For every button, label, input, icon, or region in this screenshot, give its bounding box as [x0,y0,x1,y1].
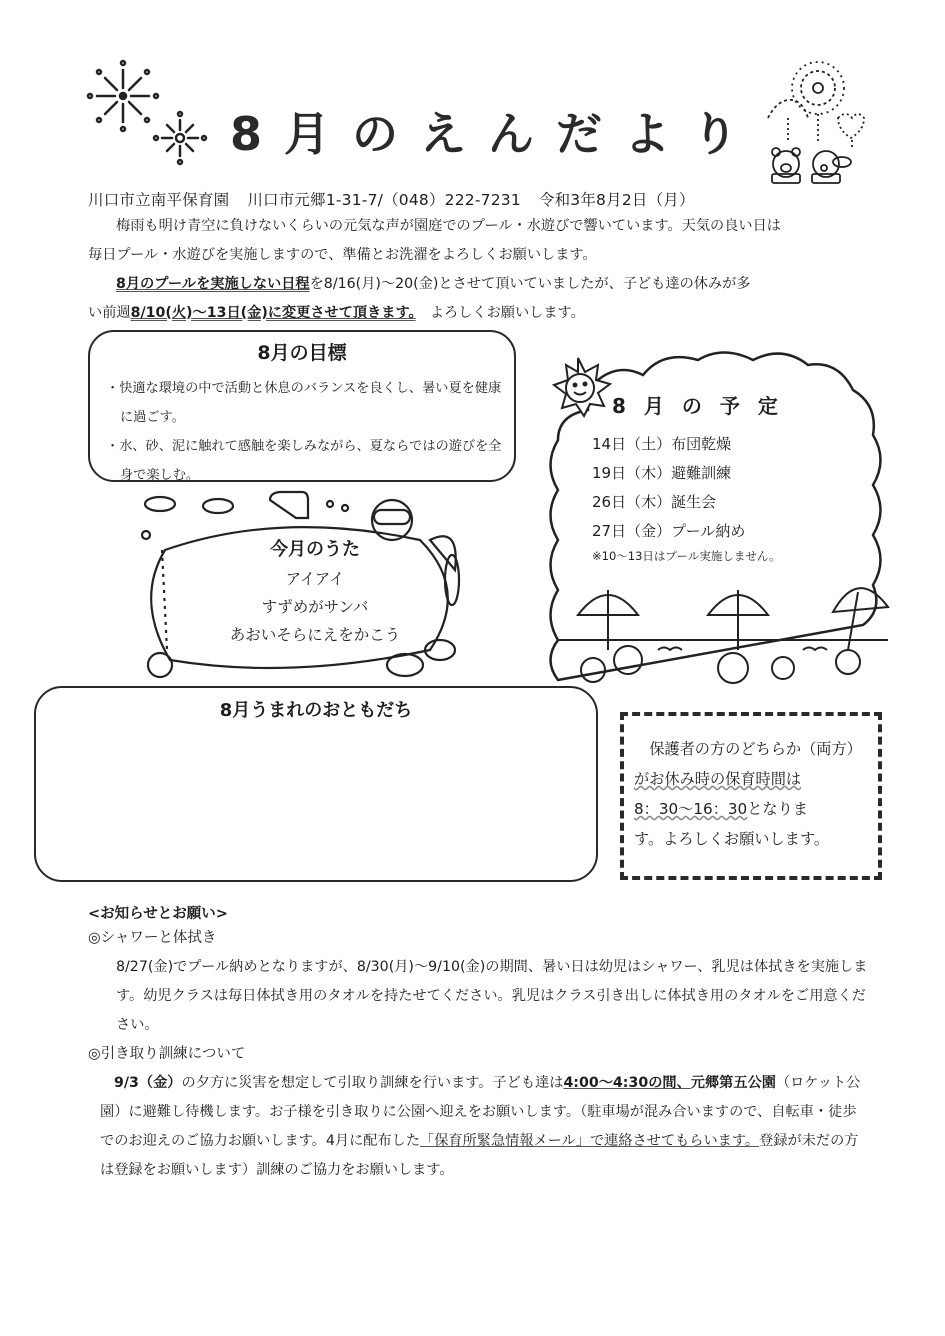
birthday-friends-box [34,686,598,882]
intro-line-2: 毎日プール・水遊びを実施しますので、準備とお洗濯をよろしくお願いします。 [88,247,597,263]
goal-item: ・ 快適な環境の中で活動と休息のバランスを良くし、暑い夏を健康に過ごす。 [106,374,504,432]
pool-change-line [88,299,868,328]
hours-line-2 [634,764,872,794]
song-item: あおいそらにえをかこう [229,626,401,644]
drill-text-3: 登録が未だの方は登録をお願いします）訓練のご協力をお願いします。 [100,1133,859,1178]
hours-time: 8：30～16：30 [634,800,748,818]
goals-title: 8月の目標 [257,342,347,364]
pool-changed-dates: 8/10(火)～13日(金)に変更させて頂きます。 [130,305,416,321]
beach-scene-illustration [558,588,888,683]
song-item: アイアイ [285,570,345,588]
drill-park: 元郷第五公園 [690,1075,776,1091]
birthday-title: 8月うまれのおともだち [219,700,413,721]
fireworks-bears-illustration [758,58,878,188]
goal-item: ・ 水、砂、泥に触れて感触を楽しみながら、夏ならではの遊びを全身で楽しむ。 [106,432,504,490]
pool-closing: よろしくお願いします。 [429,305,585,321]
drill-text-1: の夕方に災害を想定して引取り訓練を行います。子ども達は [181,1075,564,1091]
fireworks-illustration [85,58,215,168]
school-name: 川口市立南平保育園 [88,191,230,209]
schedule-item: 26日（木）誕生会 [592,493,717,511]
pool-schedule-line [88,270,868,299]
pool-original-dates: を8/16(月)～20(金)とさせて頂いていましたが、子ども達の休みが多 [309,276,751,292]
intro-line-1: 梅雨も明け青空に負けないくらいの元気な声が園庭でのプール・水遊びで響いています。天気の良い日は [116,218,781,234]
schedule-list [592,430,745,546]
childcare-hours-box [620,712,882,880]
pool-no-schedule-label: 8月のプールを実施しない日程 [116,276,310,292]
schedule-title: 8月の予定 [612,394,796,418]
songs-list [180,565,450,649]
schedule-note: ※10～13日はプール実施しません。 [592,549,781,563]
hours-line-4: す。よろしくお願いします。 [634,830,830,848]
monthly-goals-box [88,330,516,482]
hours-text-2: がお休み時の保育時間は [634,770,802,788]
drill-title: ◎引き取り訓練について [88,1046,246,1062]
sun-icon [554,358,610,416]
notices-heading: <お知らせとお願い> [88,906,228,922]
shower-title: ◎シャワーと体拭き [88,930,217,946]
shower-body: 8/27(金)でプール納めとなりますが、8/30(月)～9/10(金)の期間、暑い日は幼児はシャワー、乳児は体拭きを実施します。幼児クラスは毎日体拭き用のタオルを持たせてください。乳児はクラス引き出しに体拭き用のタオルをご用意ください。 [116,959,868,1033]
drill-date: 9/3（金） [114,1075,182,1091]
header-info [88,188,713,210]
address-phone: 川口市元郷1-31-7/（048）222-7231 [247,191,521,209]
drill-email-note: 「保育所緊急情報メール」で連絡させてもらいます。 [420,1133,760,1149]
song-item: すずめがサンバ [261,598,369,616]
hours-text-1: 保護者の方のどちらか（両方） [649,740,862,758]
newsletter-title: 8月のえんだより [230,107,761,161]
schedule-item: 27日（金）プール納め [592,522,746,540]
hours-text-3: となりま [747,800,808,818]
schedule-item: 14日（土）布団乾燥 [592,435,732,453]
hours-line-1 [634,734,872,764]
hours-line-3 [634,794,872,824]
pool-prefix: い前週 [88,305,131,321]
drill-time: 4:00～4:30の間、 [563,1075,691,1091]
schedule-item: 19日（木）避難訓練 [592,464,732,482]
issue-date: 令和3年8月2日（月） [538,191,695,209]
drill-text-2: （ロケット公園）に避難し待機します。お子様を引き取りに公園へ迎えをお願いします。（駐車場が混み合いますので、自転車・徒歩でのお迎えのご協力お願いします。4月に配布した [100,1075,861,1149]
drill-body [88,1069,868,1185]
notices-section [88,924,868,1185]
goals-list [106,374,504,490]
songs-title: 今月のうた [270,539,360,560]
intro-text [88,212,868,328]
